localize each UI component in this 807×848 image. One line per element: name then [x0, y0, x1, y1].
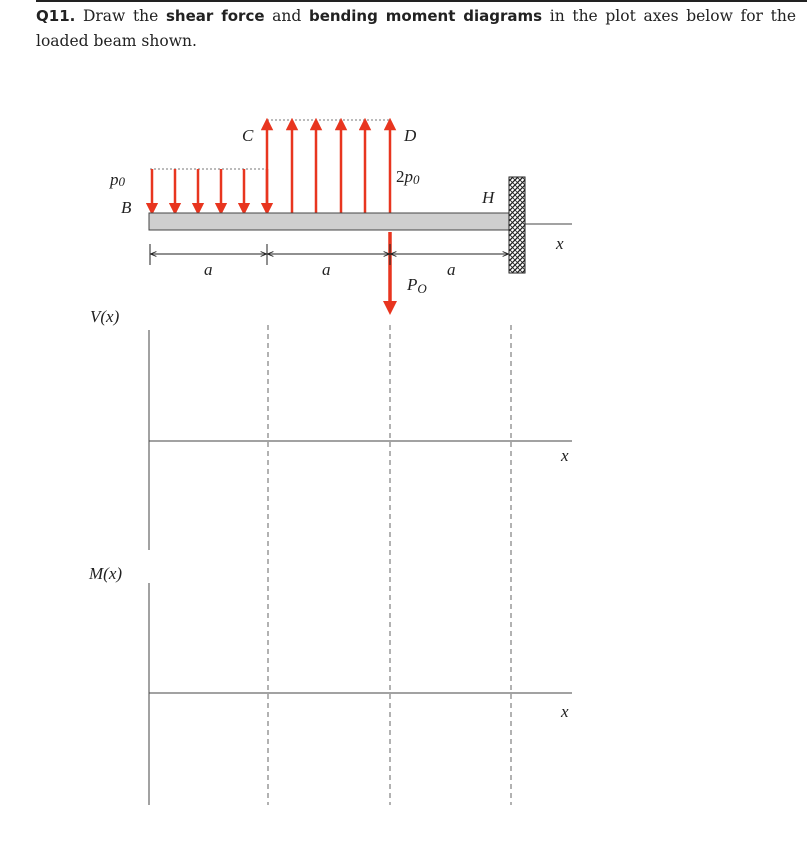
- span-label-a1: a: [204, 260, 213, 279]
- question-bold-2: bending moment diagrams: [308, 7, 543, 25]
- moment-plot-axes: [88, 564, 572, 805]
- label-H: H: [482, 188, 495, 207]
- span-label-a2: a: [322, 260, 331, 279]
- moment-label: M(x): [89, 564, 123, 583]
- label-C: C: [242, 126, 254, 145]
- shear-plot-axes: [90, 307, 572, 550]
- question-bold-1: shear force: [165, 7, 265, 25]
- question-text-2: and: [264, 7, 309, 25]
- label-x-beam: x: [556, 234, 564, 253]
- shear-label: V(x): [90, 307, 120, 326]
- distributed-load-up: [267, 124, 390, 213]
- fixed-wall: [509, 177, 525, 273]
- question-text-3: in the plot axes below for the loaded beam shown.: [36, 7, 796, 50]
- question-number: Q11.: [36, 7, 76, 25]
- label-D: D: [404, 126, 417, 145]
- moment-x-label: x: [561, 702, 569, 721]
- span-label-a3: a: [447, 260, 456, 279]
- beam: [149, 213, 509, 230]
- label-B: B: [121, 198, 132, 217]
- distributed-load-down: [152, 169, 267, 209]
- shear-x-label: x: [561, 446, 569, 465]
- label-p0-left: p0: [110, 170, 125, 189]
- question-text-1: Draw the: [75, 7, 166, 25]
- label-2p0: 2p0: [396, 167, 420, 187]
- label-P0: PO: [407, 275, 427, 296]
